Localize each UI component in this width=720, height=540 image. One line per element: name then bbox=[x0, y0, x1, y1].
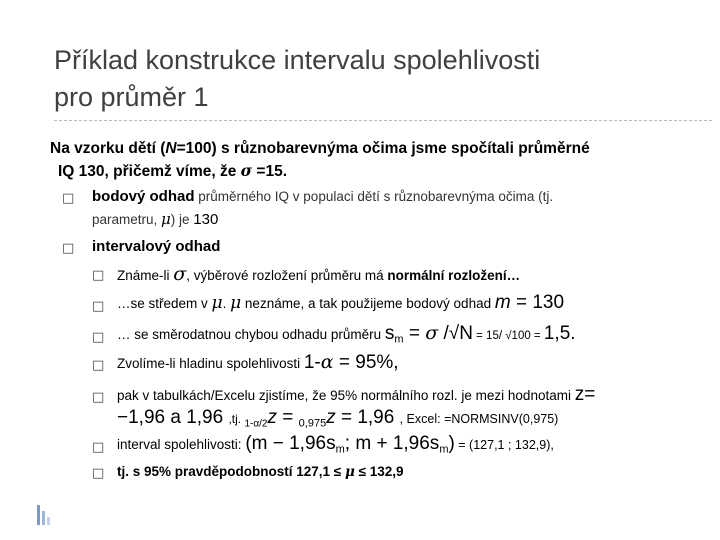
item-text: = (127,1 ; 132,9), bbox=[454, 438, 554, 452]
sigma-symbol: σ bbox=[173, 263, 187, 285]
item-text: tj. s 95% pravděpodobností 127,1 ≤ bbox=[117, 464, 345, 479]
sigma-symbol: σ bbox=[425, 322, 439, 344]
item-value: 1- bbox=[303, 352, 321, 373]
item-text: Známe-li bbox=[117, 268, 174, 283]
bullet-icon: □ bbox=[92, 299, 105, 314]
mu-symbol: μ bbox=[230, 293, 242, 313]
sub-item-1 bbox=[117, 264, 707, 286]
item-text: ≤ 132,9 bbox=[354, 464, 404, 479]
intro-text: IQ 130, přičemž víme, že bbox=[58, 163, 241, 180]
bold-term: normální rozložení… bbox=[387, 268, 521, 283]
title-line-1: Příklad konstrukce intervalu spolehlivosti bbox=[54, 45, 541, 75]
sub-item-2 bbox=[117, 293, 707, 314]
item-value: = 95%, bbox=[333, 352, 399, 373]
item-text: , výběrové rozložení průměru má bbox=[186, 268, 388, 283]
title-divider bbox=[54, 120, 712, 121]
z-symbol: z= bbox=[574, 384, 596, 405]
item-text: ) je bbox=[170, 212, 194, 227]
bullet-icon: □ bbox=[92, 358, 105, 373]
intro-text: Na vzorku dětí ( bbox=[50, 140, 166, 157]
item-text: = bbox=[403, 323, 426, 344]
sigma-symbol: σ bbox=[240, 161, 253, 180]
item-value: = 130 bbox=[510, 292, 565, 313]
intro-paragraph bbox=[50, 138, 700, 183]
list-item-bodovy bbox=[92, 186, 692, 231]
mu-symbol: μ bbox=[211, 293, 223, 313]
subscript: m bbox=[335, 443, 345, 456]
item-value: = 1,96 bbox=[335, 407, 400, 428]
mu-symbol: μ bbox=[344, 464, 355, 480]
item-text: průměrného IQ v populaci dětí s různobarevnýma očima (tj. bbox=[194, 189, 554, 204]
bullet-icon: □ bbox=[92, 390, 105, 405]
bullet-icon: □ bbox=[92, 330, 105, 345]
title-line-2: pro průměr 1 bbox=[54, 82, 209, 112]
item-text: , Excel: =NORMSINV(0,975) bbox=[399, 412, 559, 426]
z-symbol: z bbox=[267, 407, 277, 428]
slide-corner-icon bbox=[36, 505, 52, 525]
mu-symbol: μ bbox=[161, 210, 171, 228]
intro-n: N bbox=[165, 140, 177, 157]
item-value: ) bbox=[448, 433, 455, 454]
item-text: pak v tabulkách/Excelu zjistíme, že 95% normálního rozl. je mezi hodnotami bbox=[117, 388, 575, 403]
sub-item-7 bbox=[117, 462, 707, 482]
item-text: parametru, bbox=[92, 212, 162, 227]
item-text: … se směrodatnou chybou odhadu průměru bbox=[117, 327, 385, 342]
item-text: = 15/ √100 = bbox=[472, 330, 544, 342]
item-text: ,tj. bbox=[228, 412, 245, 426]
s-symbol: s bbox=[384, 323, 395, 344]
item-text: /√N bbox=[438, 323, 473, 344]
subscript: 0,975 bbox=[298, 417, 327, 430]
bullet-icon: □ bbox=[92, 440, 105, 455]
item-value: −1,96 a 1,96 bbox=[117, 407, 229, 428]
item-value: (m − 1,96s bbox=[245, 433, 336, 454]
intro-text: =100) s různobarevnýma očima jsme spočítali průměrné bbox=[176, 140, 590, 157]
sub-item-5 bbox=[117, 384, 707, 436]
bullet-icon: □ bbox=[62, 241, 75, 256]
intro-text: =15. bbox=[252, 163, 287, 180]
slide-title bbox=[54, 42, 674, 116]
item-value: ; m + 1,96s bbox=[344, 433, 440, 454]
alpha-symbol: α bbox=[320, 351, 334, 373]
bullet-icon: □ bbox=[62, 191, 75, 206]
item-text: interval spolehlivosti: bbox=[117, 437, 246, 452]
item-value: 130 bbox=[193, 211, 219, 228]
bullet-icon: □ bbox=[92, 268, 105, 283]
item-text: …se středem v bbox=[117, 296, 212, 311]
list-item-intervalovy: intervalový odhad bbox=[92, 238, 221, 255]
subscript: 1-α/2 bbox=[244, 418, 268, 430]
item-text: = bbox=[277, 407, 299, 428]
sub-item-3 bbox=[117, 323, 707, 350]
item-text: neznáme, a tak použijeme bodový odhad bbox=[241, 296, 495, 311]
z-symbol: z bbox=[326, 407, 336, 428]
intro-line-2 bbox=[50, 160, 700, 183]
subscript: m bbox=[394, 333, 404, 346]
m-symbol: m bbox=[494, 292, 511, 313]
sub-item-6 bbox=[117, 434, 707, 460]
item-text: Zvolíme-li hladinu spolehlivosti bbox=[117, 356, 304, 371]
item-value: 1,5. bbox=[543, 323, 576, 344]
bullet-icon: □ bbox=[92, 466, 105, 481]
bold-term: bodový odhad bbox=[92, 188, 195, 205]
sub-item-4 bbox=[117, 352, 707, 374]
item-text: . bbox=[222, 296, 231, 311]
subscript: m bbox=[439, 443, 449, 456]
